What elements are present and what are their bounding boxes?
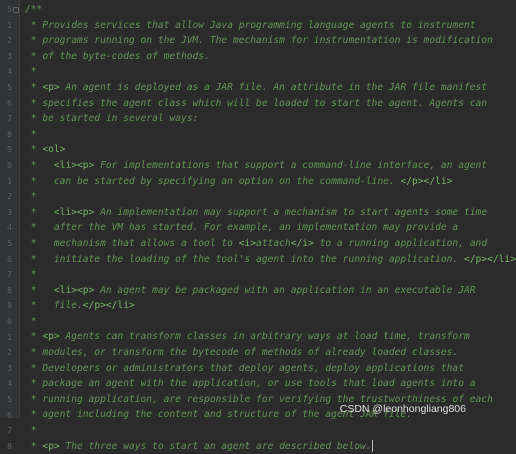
- code-line[interactable]: * specifies the agent class which will be loaded to start the agent. Agents can: [25, 97, 488, 109]
- code-line[interactable]: * can be started by specifying an option on the command-line. </p></li>: [25, 175, 453, 187]
- text-caret: [372, 440, 373, 452]
- line-number: 7: [7, 114, 12, 124]
- line-number: 5: [7, 83, 12, 92]
- line-number: 5: [7, 5, 12, 14]
- line-number: 8: [7, 441, 12, 451]
- line-number: 6: [7, 98, 12, 108]
- code-line[interactable]: * package an agent with the application, or use tools that load agents into a: [25, 378, 476, 390]
- line-number: 2: [7, 36, 12, 46]
- line-number: 8: [7, 129, 12, 139]
- line-number: 5: [7, 395, 12, 404]
- line-number-gutter: [0, 0, 20, 451]
- code-line[interactable]: * modules, or transform the bytecode of methods of already loaded classes.: [25, 347, 459, 359]
- line-number: 0: [7, 317, 12, 326]
- line-number: 6: [7, 254, 12, 264]
- line-number: 6: [7, 410, 12, 420]
- line-number: 1: [7, 20, 12, 30]
- line-number: 3: [7, 51, 12, 61]
- line-number: 1: [7, 332, 12, 342]
- line-number: 2: [7, 348, 12, 358]
- code-line[interactable]: * <p> The three ways to start an agent are described below.: [25, 440, 372, 452]
- code-line[interactable]: * initiate the loading of the tool's agent into the running application. </p></li>: [25, 253, 516, 265]
- code-line[interactable]: *: [25, 269, 37, 281]
- code-line[interactable]: * <li><p> An agent may be packaged with an application in an executable JAR: [25, 284, 476, 296]
- code-line[interactable]: * <li><p> An implementation may support a mechanism to start agents some time: [25, 206, 488, 218]
- code-area[interactable]: [25, 2, 516, 454]
- line-number: 4: [7, 379, 12, 389]
- code-line[interactable]: * <li><p> For implementations that support a command-line interface, an agent: [25, 159, 488, 171]
- line-number: 9: [7, 301, 12, 311]
- line-number: 3: [7, 363, 12, 373]
- code-line[interactable]: * <p> Agents can transform classes in arbitrary ways at load time, transform: [25, 331, 470, 343]
- code-line[interactable]: *: [25, 191, 37, 203]
- code-line[interactable]: *: [25, 315, 37, 327]
- code-line[interactable]: * agent including the content and structure of the agent JAR file.: [25, 409, 412, 421]
- line-number: 7: [7, 426, 12, 436]
- code-line[interactable]: * Provides services that allow Java programming language agents to instrument: [25, 19, 476, 31]
- code-line[interactable]: * after the VM has started. For example, an implementation may provide a: [25, 222, 459, 234]
- line-number: 7: [7, 270, 12, 280]
- fold-toggle-icon[interactable]: [13, 7, 19, 13]
- line-number: 2: [7, 192, 12, 202]
- code-line[interactable]: * <ol>: [25, 144, 66, 156]
- line-number: 1: [7, 176, 12, 186]
- code-line[interactable]: * be started in several ways:: [25, 113, 199, 125]
- code-line[interactable]: * programs running on the JVM. The mechanism for instrumentation is modification: [25, 35, 493, 47]
- line-number: 4: [7, 67, 12, 77]
- line-number: 9: [7, 145, 12, 155]
- code-line[interactable]: *: [25, 66, 37, 78]
- code-line[interactable]: * running application, are responsible for verifying the trustworthiness of each: [25, 393, 493, 405]
- code-line[interactable]: *: [25, 128, 37, 140]
- code-line[interactable]: * of the byte-codes of methods.: [25, 50, 210, 62]
- code-line[interactable]: * <p> An agent is deployed as a JAR file. An attribute in the JAR file manifest: [25, 81, 488, 93]
- code-line[interactable]: /**: [25, 4, 43, 15]
- line-number: 3: [7, 207, 12, 217]
- code-line[interactable]: * Developers or administrators that deploy agents, deploy applications that: [25, 362, 464, 374]
- code-line[interactable]: * file.</p></li>: [25, 300, 135, 312]
- line-number: 0: [7, 161, 12, 170]
- line-number: 4: [7, 223, 12, 233]
- code-line[interactable]: *: [25, 425, 37, 437]
- code-line[interactable]: * mechanism that allows a tool to <i>attach</i> to a running application, and: [25, 237, 488, 249]
- watermark: CSDN @leonhongliang806: [339, 403, 466, 415]
- line-number: 5: [7, 239, 12, 248]
- line-number: 8: [7, 285, 12, 295]
